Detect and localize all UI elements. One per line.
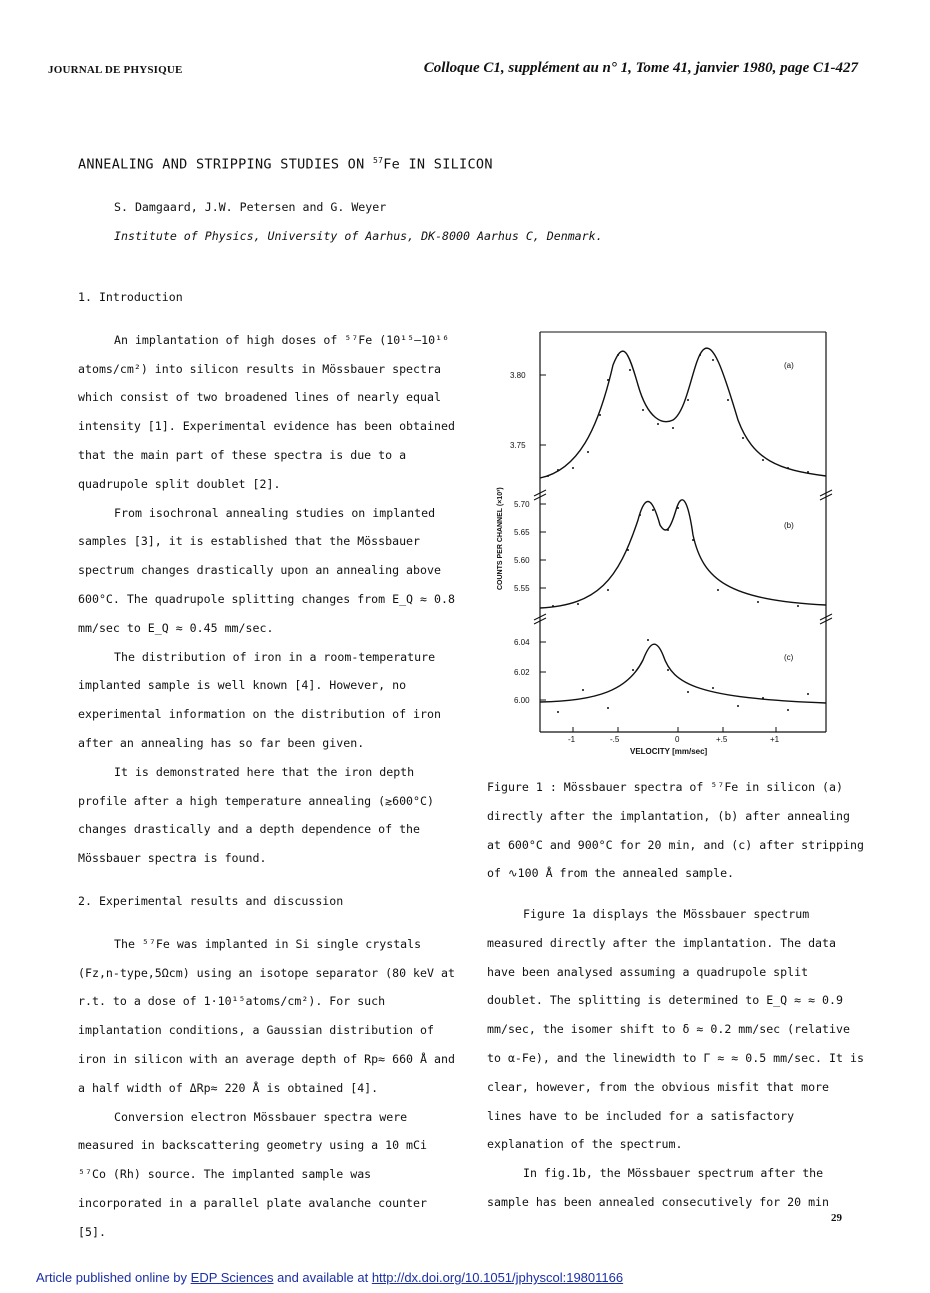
paragraph: The ⁵⁷Fe was implanted in Si single crystals (Fz,n-type,5Ωcm) using an isotope separator (80 keV at r.t. to a dose of 1·10¹⁵atoms/cm²). For such implantation conditions, a Gaussian distribution of iron in silicon with an average depth of Rp≈ 660 Å and a half width of ΔRp≈ 220 Å is obtained [4]. [78,936,455,1095]
panel-c-tick: 6.02 [514,668,530,677]
section-heading: 2. Experimental results and discussion [78,893,344,908]
y-axis-label: COUNTS PER CHANNEL (×10³) [497,487,504,590]
edp-sciences-link[interactable]: EDP Sciences [190,1270,274,1285]
x-tick: 0 [675,735,680,744]
x-axis-label: VELOCITY [mm/sec] [630,747,708,756]
paragraph: It is demonstrated here that the iron depth profile after a high temperature annealing (≳600°C) changes drastically and a depth dependence of the Mössbauer spectra is found. [78,764,434,866]
left-column [78,283,458,1247]
authors: S. Damgaard, J.W. Petersen and G. Weyer [114,200,387,214]
paragraph: From isochronal annealing studies on implanted samples [3], it is established that the Mössbauer spectrum changes drastically upon an annealing above 600°C. The quadrupole splitting changes from E_Q ≈ 0.8 mm/sec to E_Q ≈ 0.45 mm/sec. [78,505,455,635]
paragraph: The distribution of iron in a room-temperature implanted sample is well known [4]. However, no experimental information on the distribution of iron after an annealing has so far been given. [78,649,441,750]
data-points [547,354,809,713]
panel-b-tick: 5.55 [514,584,530,593]
x-tick: +.5 [716,735,728,744]
panel-c-label: (c) [784,653,794,662]
page-number: 29 [831,1212,842,1224]
caption-text: Figure 1 : Mössbauer spectra of ⁵⁷Fe in silicon (a) directly after the implantation, (b) after annealing at 600°C and 900°C for 20 min, and (c) after stripping of ∿100 Å from the annealed sample. [487,780,864,881]
paragraph: Conversion electron Mössbauer spectra were measured in backscattering geometry using a 10 mCi ⁵⁷Co (Rh) source. The implanted sample was incorporated in a parallel plate avalanche counter [5]. [78,1109,428,1239]
spectra-svg [488,320,848,760]
footer-text: Article published online by [36,1270,191,1285]
x-tick: +1 [770,735,780,744]
paragraph: Figure 1a displays the Mössbauer spectrum measured directly after the implantation. The data have been analysed assuming a quadrupole split doublet. The splitting is determined to E_Q ≈ ≈ 0.9 mm/sec, the isomer shift to δ ≈ 0.2 mm/sec (relative to α-Fe), and the linewidth to Γ ≈ ≈ 0.5 mm/sec. It is clear, however, from the obvious misfit that more lines have to be included for a satisfactory explanation of the spectrum. [487,907,864,1152]
doi-link[interactable]: http://dx.doi.org/10.1051/jphyscol:19801166 [371,1270,624,1285]
panel-a-tick: 3.80 [510,371,526,380]
footer-text: and available at [273,1270,372,1285]
x-tick: -.5 [610,735,620,744]
publication-footer [36,1270,623,1285]
colloque-info: Colloque C1, supplément au n° 1, Tome 41, janvier 1980, page C1-427 [423,60,858,76]
right-column [487,900,869,1217]
affiliation: Institute of Physics, University of Aarhus, DK-8000 Aarhus C, Denmark. [114,229,603,243]
panel-b-tick: 5.65 [514,528,530,537]
panel-a-tick: 3.75 [510,441,526,450]
panel-c-tick: 6.04 [514,638,530,647]
paragraph: An implantation of high doses of ⁵⁷Fe (10¹⁵–10¹⁶ atoms/cm²) into silicon results in Mössbauer spectra which consist of two broadened lines of nearly equal intensity [1]. Experimental evidence has been obtained that the main part of these spectra is due to a quadrupole split doublet [2]. [78,332,455,491]
title-isotope: 57 [372,156,384,165]
mossbauer-figure [488,320,848,760]
panel-b-tick: 5.60 [514,556,530,565]
title-suffix: Fe IN SILICON [383,156,493,173]
section-heading: 1. Introduction [78,290,183,304]
panel-c-tick: 6.00 [514,696,530,705]
figure-caption [487,773,869,888]
journal-name: JOURNAL DE PHYSIQUE [48,64,183,76]
panel-a-label: (a) [784,361,794,370]
panel-b-tick: 5.70 [514,500,530,509]
x-tick: -1 [568,735,576,744]
paragraph: In fig.1b, the Mössbauer spectrum after the sample has been annealed consecutively for 20 min [487,1166,830,1209]
title-prefix: ANNEALING AND STRIPPING STUDIES ON [78,156,373,173]
panel-b-label: (b) [784,521,794,530]
article-title [78,156,493,173]
